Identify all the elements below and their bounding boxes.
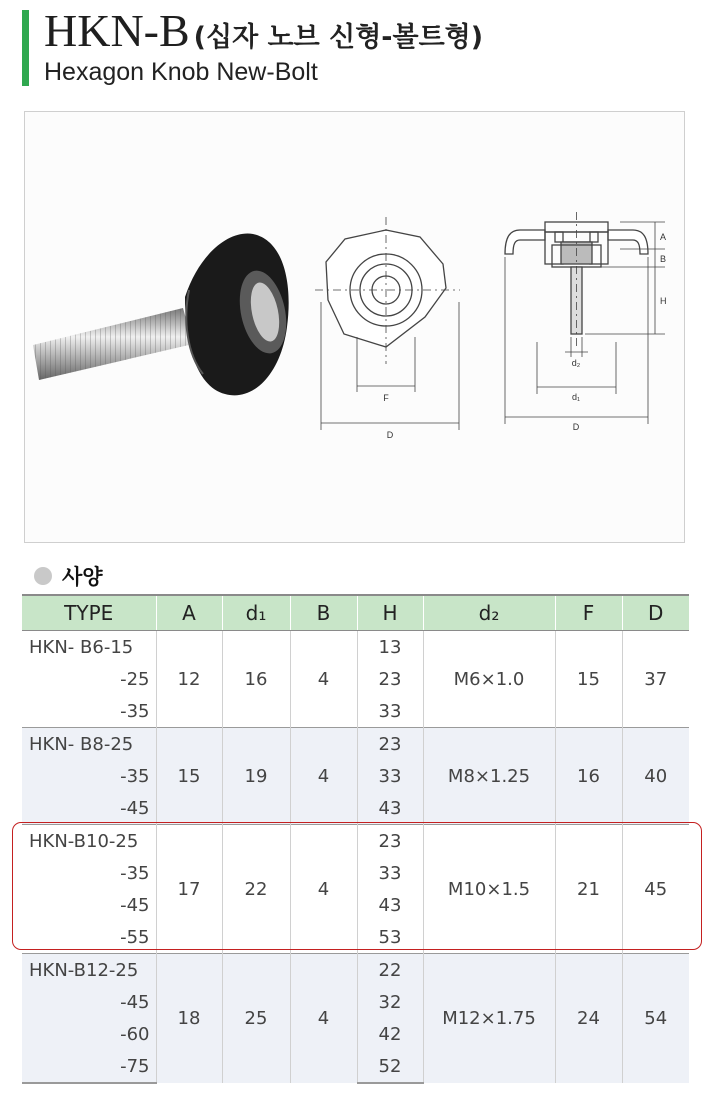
product-drawing — [25, 112, 686, 544]
spec-heading — [34, 562, 103, 590]
cell-h: 43 — [357, 889, 423, 921]
cell-d2: M10×1.5 — [423, 825, 555, 954]
page-title — [44, 4, 483, 57]
cell-h: 22 — [357, 954, 423, 987]
cell-h: 42 — [357, 1018, 423, 1050]
cell-b: 4 — [290, 728, 357, 825]
table-header-row — [22, 595, 689, 631]
cell-h: 32 — [357, 986, 423, 1018]
type-cell: -45 — [22, 792, 156, 825]
cell-d: 37 — [622, 631, 689, 728]
type-cell: -75 — [22, 1050, 156, 1083]
type-cell: -25 — [120, 668, 150, 690]
knob-photo — [33, 234, 293, 396]
cell-d1: 16 — [222, 631, 290, 728]
type-cell: HKN- B8-25 — [22, 728, 156, 761]
cell-h: 23 — [357, 728, 423, 761]
dim-label-b: B — [660, 254, 667, 264]
column-header: d₂ — [423, 595, 555, 631]
type-cell: -45 — [22, 986, 156, 1018]
cell-d: 40 — [622, 728, 689, 825]
column-header: B — [290, 595, 357, 631]
cell-h: 43 — [357, 792, 423, 825]
column-header: D — [622, 595, 689, 631]
column-header: F — [555, 595, 622, 631]
cell-h: 53 — [357, 921, 423, 954]
table-row — [22, 954, 689, 987]
product-name-english: Hexagon Knob New-Bolt — [44, 58, 318, 86]
cell-h: 33 — [357, 695, 423, 728]
cell-h: 33 — [357, 857, 423, 889]
cell-f: 24 — [555, 954, 622, 1084]
cell-h: 23 — [357, 825, 423, 858]
cell-d1: 25 — [222, 954, 290, 1084]
cell-a: 15 — [156, 728, 222, 825]
type-cell: -55 — [120, 926, 150, 948]
cell-b: 4 — [290, 631, 357, 728]
cell-h: 33 — [357, 760, 423, 792]
table-row — [22, 728, 689, 761]
cell-h: 13 — [357, 631, 423, 664]
dim-label-a: A — [660, 232, 667, 242]
dim-label-d1: d₁ — [571, 392, 581, 402]
cell-d1: 22 — [222, 825, 290, 954]
cell-f: 15 — [555, 631, 622, 728]
type-cell: -35 — [120, 700, 150, 722]
cell-d: 45 — [622, 825, 689, 954]
cell-b: 4 — [290, 954, 357, 1084]
cell-a: 12 — [156, 631, 222, 728]
bullet-icon — [34, 567, 52, 585]
product-code: HKN-B — [44, 5, 190, 56]
dim-label-d-top: D — [386, 430, 394, 440]
cell-h: 23 — [357, 663, 423, 695]
spec-heading-label: 사양 — [62, 565, 103, 589]
cell-d2: M6×1.0 — [423, 631, 555, 728]
column-header: A — [156, 595, 222, 631]
type-cell: -45 — [120, 894, 150, 916]
product-name-korean: (십자 노브 신형-볼트형) — [193, 22, 484, 53]
cell-d: 54 — [622, 954, 689, 1084]
type-cell: -60 — [22, 1018, 156, 1050]
column-header: H — [357, 595, 423, 631]
title-accent-bar — [22, 10, 29, 86]
table-row — [22, 825, 689, 858]
type-cell: HKN-B12-25 — [22, 954, 156, 987]
cell-a: 17 — [156, 825, 222, 954]
spec-table — [22, 594, 689, 1084]
table-row — [22, 631, 689, 664]
cell-h: 52 — [357, 1050, 423, 1083]
type-cell: HKN-B10-25 — [22, 825, 156, 858]
cell-d2: M8×1.25 — [423, 728, 555, 825]
column-header: TYPE — [22, 595, 156, 631]
cell-b: 4 — [290, 825, 357, 954]
front-view-drawing — [505, 212, 665, 424]
dim-label-d2: d₂ — [571, 358, 581, 368]
cell-a: 18 — [156, 954, 222, 1084]
column-header: d₁ — [222, 595, 290, 631]
cell-f: 21 — [555, 825, 622, 954]
dim-label-f: F — [383, 393, 389, 403]
product-figure — [24, 111, 685, 543]
type-cell: -35 — [120, 862, 150, 884]
cell-f: 16 — [555, 728, 622, 825]
dim-label-h: H — [660, 296, 667, 306]
type-cell: HKN- B6-15 — [22, 631, 156, 664]
type-cell: -35 — [22, 760, 156, 792]
dim-label-d-front: D — [572, 422, 580, 432]
cell-d2: M12×1.75 — [423, 954, 555, 1084]
cell-d1: 19 — [222, 728, 290, 825]
